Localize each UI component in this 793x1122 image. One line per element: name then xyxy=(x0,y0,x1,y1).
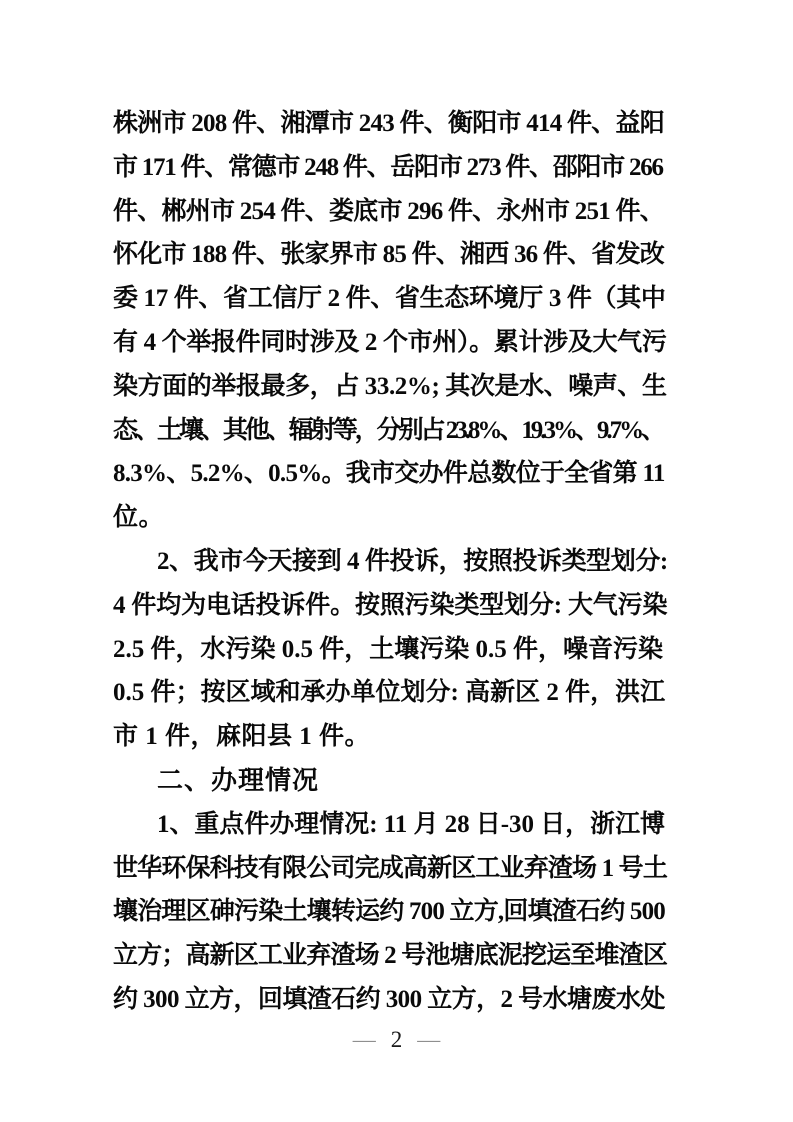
document-body xyxy=(113,102,680,1022)
text-line: 怀化市 188 件、张家界市 85 件、湘西 36 件、省发改 xyxy=(113,241,665,269)
text-line: 1、重点件办理情况: 11 月 28 日-30 日，浙江博 xyxy=(157,810,666,838)
text-line: 立方；高新区工业弃渣场 2 号池塘底泥挖运至堆渣区 xyxy=(113,942,668,970)
text-line: 态、土壤、其他、辐射等，分别占 23.8%、19.3%、9.7%、 xyxy=(113,416,664,444)
footer-dash-right: — xyxy=(417,1027,441,1052)
text-line: 8.3%、5.2%、0.5%。我市交办件总数位于全省第 11 xyxy=(113,460,665,488)
text-line: 4 件均为电话投诉件。按照污染类型划分: 大气污染 xyxy=(113,591,668,619)
text-line: 0.5 件；按区域和承办单位划分: 高新区 2 件，洪江 xyxy=(113,679,666,707)
text-line: 株洲市 208 件、湘潭市 243 件、衡阳市 414 件、益阳 xyxy=(113,110,665,137)
page-number: 2 xyxy=(390,1027,403,1052)
text-line: 位。 xyxy=(113,504,165,532)
text-line: 2、我市今天接到 4 件投诉，按照投诉类型划分: xyxy=(157,547,668,575)
text-line: 染方面的举报最多，占 33.2%; 其次是水、噪声、生 xyxy=(113,372,667,400)
text-line: 有 4 个举报件同时涉及 2 个市州）。累计涉及大气污 xyxy=(113,328,667,356)
text-line: 世华环保科技有限公司完成高新区工业弃渣场 1 号土 xyxy=(113,854,668,882)
section-heading: 二、办理情况 xyxy=(157,764,320,795)
footer-dash-left: — xyxy=(352,1027,376,1052)
page-footer xyxy=(0,1026,793,1054)
text-line: 约 300 立方，回填渣石约 300 立方，2 号水塘废水处 xyxy=(113,985,665,1013)
text-line: 2.5 件，水污染 0.5 件，土壤污染 0.5 件，噪音污染 xyxy=(113,635,664,663)
text-line: 件、郴州市 254 件、娄底市 296 件、永州市 251 件、 xyxy=(113,197,665,225)
text-line: 壤治理区砷污染土壤转运约 700 立方,回填渣石约 500 xyxy=(113,898,666,926)
text-line: 委 17 件、省工信厅 2 件、省生态环境厅 3 件（其中 xyxy=(113,285,666,313)
text-line: 市 171 件、常德市 248 件、岳阳市 273 件、邵阳市 266 xyxy=(113,153,663,181)
text-line: 市 1 件，麻阳县 1 件。 xyxy=(113,723,371,751)
